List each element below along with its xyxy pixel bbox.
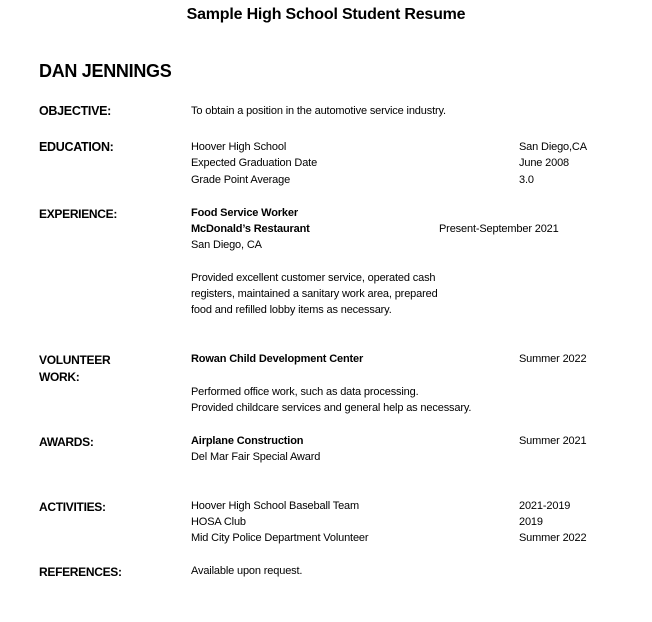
education-value: June 2008: [519, 157, 570, 169]
award-dates: Summer 2021: [519, 435, 587, 447]
objective-text: To obtain a position in the automotive service industry.: [191, 105, 446, 117]
job-description-line: Provided excellent customer service, operated cash: [191, 272, 436, 284]
award-name: Airplane Construction: [191, 435, 304, 447]
experience-label: EXPERIENCE:: [39, 207, 118, 221]
activity-item: HOSA Club: [191, 516, 246, 528]
education-value: 3.0: [519, 174, 534, 186]
employer-name: McDonald’s Restaurant: [191, 223, 310, 235]
job-location: San Diego, CA: [191, 239, 262, 251]
activity-dates: 2021-2019: [519, 500, 571, 512]
volunteer-description-line: Performed office work, such as data processing.: [191, 386, 419, 398]
volunteer-label: VOLUNTEER: [39, 353, 111, 367]
education-item: Expected Graduation Date: [191, 157, 318, 169]
candidate-name: DAN JENNINGS: [39, 61, 172, 81]
objective-label: OBJECTIVE:: [39, 104, 112, 118]
education-item: Grade Point Average: [191, 174, 291, 186]
education-label: EDUCATION:: [39, 140, 114, 154]
volunteer-label-line2: WORK:: [39, 370, 80, 384]
awards-label: AWARDS:: [39, 435, 94, 449]
document-title: Sample High School Student Resume: [186, 6, 466, 23]
volunteer-description-line: Provided childcare services and general help as necessary.: [191, 402, 472, 414]
activities-label: ACTIVITIES:: [39, 500, 106, 514]
volunteer-dates: Summer 2022: [519, 353, 587, 365]
award-detail: Del Mar Fair Special Award: [191, 451, 321, 463]
employment-dates: Present-September 2021: [439, 223, 559, 235]
references-text: Available upon request.: [191, 565, 303, 577]
activity-dates: Summer 2022: [519, 532, 587, 544]
education-value: San Diego,CA: [519, 141, 587, 153]
activity-item: Mid City Police Department Volunteer: [191, 532, 369, 544]
job-description-line: food and refilled lobby items as necessary.: [191, 304, 392, 316]
job-title: Food Service Worker: [191, 207, 298, 219]
education-item: Hoover High School: [191, 141, 287, 153]
activity-item: Hoover High School Baseball Team: [191, 500, 360, 512]
job-description-line: registers, maintained a sanitary work area, prepared: [191, 288, 438, 300]
references-label: REFERENCES:: [39, 565, 122, 579]
volunteer-organization: Rowan Child Development Center: [191, 353, 364, 365]
activity-dates: 2019: [519, 516, 543, 528]
